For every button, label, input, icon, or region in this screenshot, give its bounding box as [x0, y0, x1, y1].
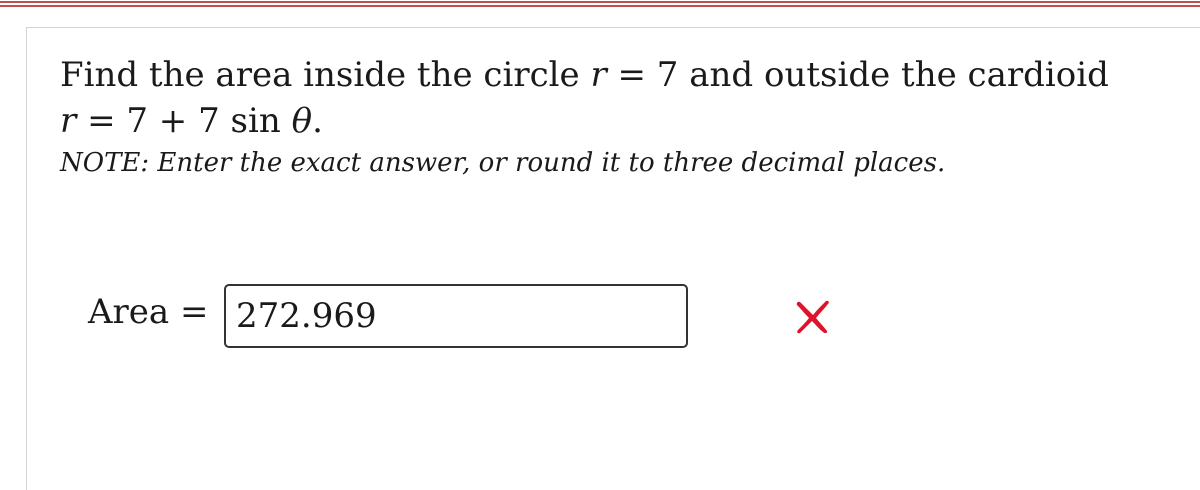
question-text-part: = 7 + 7 sin — [76, 101, 292, 141]
area-label: Area = — [88, 292, 209, 332]
question-variable: r — [590, 55, 607, 95]
note-text: NOTE: Enter the exact answer, or round it to three decimal places. — [60, 148, 946, 178]
question-variable: θ — [291, 101, 313, 141]
top-rule-line — [0, 1, 1200, 3]
top-rule-line — [0, 5, 1200, 7]
question-text-part: = 7 and outside the cardioid — [606, 55, 1109, 95]
question-variable: r — [60, 101, 77, 141]
x-mark-icon — [792, 296, 832, 336]
question-text-part: Find the area inside the circle — [60, 55, 591, 95]
question-text — [60, 52, 1160, 144]
area-answer-input[interactable] — [224, 284, 688, 348]
question-text-part: . — [312, 101, 323, 141]
top-rule — [0, 0, 1200, 8]
